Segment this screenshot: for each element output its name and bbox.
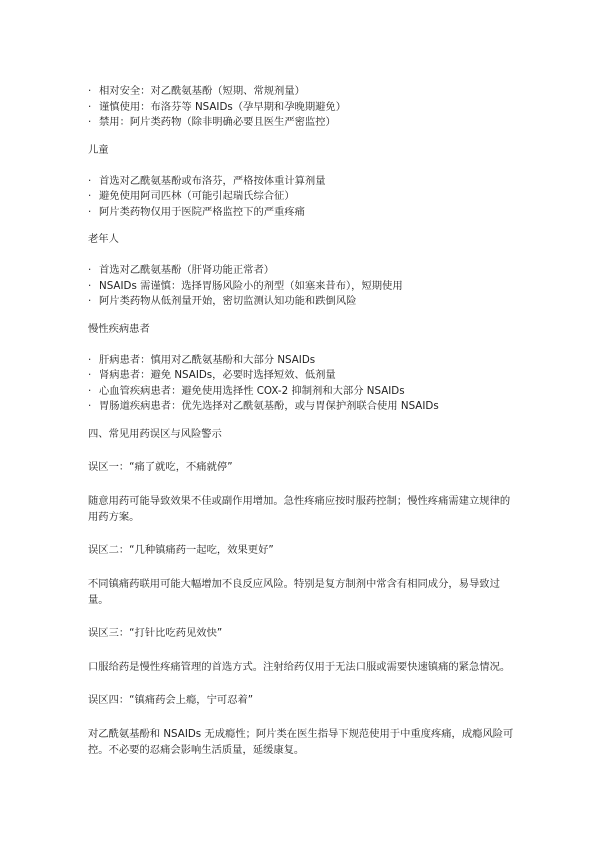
list-item: · 首选对乙酰氨基酚（肝肾功能正常者） [88,263,515,279]
section-title: 四、常见用药误区与风险警示 [88,427,222,440]
list-item: · 相对安全：对乙酰氨基酚（短期、常规剂量） [88,84,515,100]
chronic-heading: 慢性疾病患者 [88,322,150,335]
chronic-drug-list [88,353,515,415]
myth-body: 随意用药可能导致效果不佳或副作用增加。急性疼痛应按时服药控制；慢性疼痛需建立规律的用药方案。 [88,494,511,523]
list-item: · 首选对乙酰氨基酚或布洛芬，严格按体重计算剂量 [88,174,515,190]
children-drug-list [88,174,515,221]
list-item: · 肝病患者：慎用对乙酰氨基酚和大部分 NSAIDs [88,353,515,369]
list-item: · NSAIDs 需谨慎：选择胃肠风险小的剂型（如塞来昔布），短期使用 [88,279,515,295]
myth-title: 误区一：“痛了就吃，不痛就停” [88,460,233,473]
list-item: · 谨慎使用：布洛芬等 NSAIDs（孕早期和孕晚期避免） [88,100,515,116]
children-heading: 儿童 [88,143,109,156]
myth-body: 口服给药是慢性疼痛管理的首选方式。注射给药仅用于无法口服或需要快速镇痛的紧急情况。 [88,660,511,673]
myth-title: 误区二：“几种镇痛药一起吃，效果更好” [88,543,274,556]
list-item: · 胃肠道疾病患者：优先选择对乙酰氨基酚，或与胃保护剂联合使用 NSAIDs [88,399,515,415]
myth-body: 不同镇痛药联用可能大幅增加不良反应风险。特别是复方制剂中常含有相同成分，易导致过量。 [88,577,500,606]
elderly-drug-list [88,263,515,310]
myth-title: 误区三：“打针比吃药见效快” [88,626,223,639]
list-item: · 阿片类药物从低剂量开始，密切监测认知功能和跌倒风险 [88,294,515,310]
list-item: · 禁用：阿片类药物（除非明确必要且医生严密监控） [88,115,515,131]
list-item: · 避免使用阿司匹林（可能引起瑞氏综合征） [88,189,515,205]
elderly-heading: 老年人 [88,233,119,245]
list-item: · 阿片类药物仅用于医院严格监控下的严重疼痛 [88,205,515,221]
myth-title: 误区四：“镇痛药会上瘾，宁可忍着” [88,693,254,706]
pregnancy-drug-list [88,84,515,131]
myth-body: 对乙酰氨基酚和 NSAIDs 无成瘾性；阿片类在医生指导下规范使用于中重度疼痛，成瘾风险可控。不必要的忍痛会影响生活质量，延缓康复。 [88,727,514,756]
list-item: · 肾病患者：避免 NSAIDs，必要时选择短效、低剂量 [88,368,515,384]
list-item: · 心血管疾病患者：避免使用选择性 COX-2 抑制剂和大部分 NSAIDs [88,384,515,400]
